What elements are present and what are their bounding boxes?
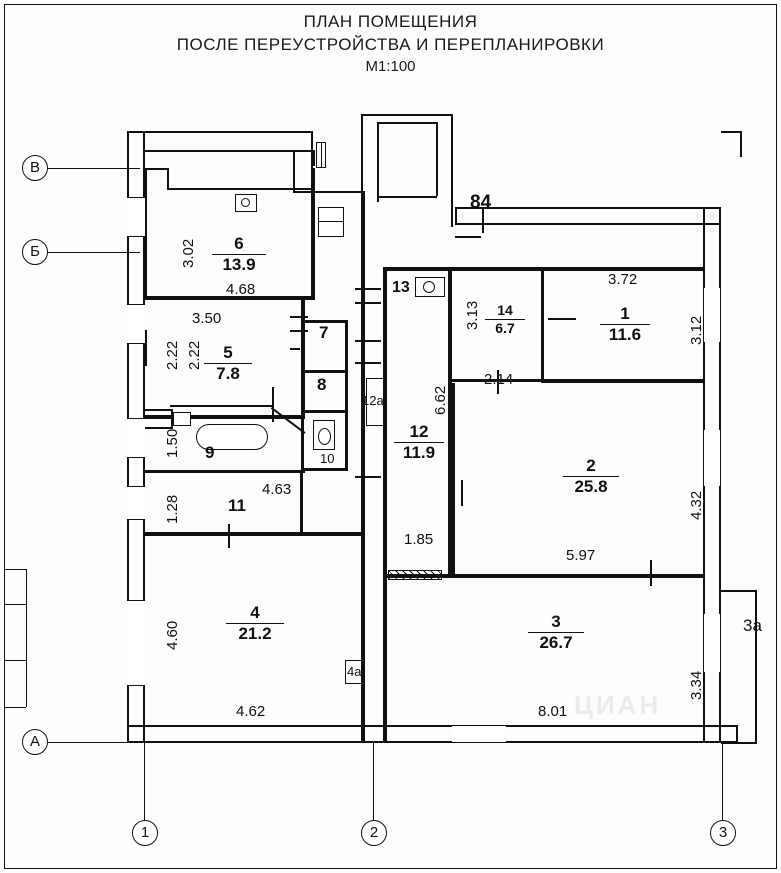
room-14-number: 14 [497,302,513,318]
room-1-area: 11.6 [608,324,642,344]
wall-6-top-inner3 [167,188,315,190]
sheet-border-top [4,4,777,5]
room-tag-9: 9 [205,443,215,462]
room-14-area: 6.7 [495,319,515,336]
window-left-2 [127,304,145,344]
room-tag-13: 13 [392,279,410,296]
axis-line-2 [373,742,374,820]
wall-right-wing-top [383,267,705,271]
dim-4-68: 4.68 [226,281,256,298]
wall-7-8 [301,370,348,373]
wall-6-top-inner [145,168,169,170]
duct-top-1-line [321,142,322,168]
window-right-1 [703,288,721,342]
sheet-border-bottom [4,868,777,869]
dim-3-02: 3.02 [180,238,197,268]
wall-wc-left [301,320,304,470]
wall-9-bottom [145,470,305,473]
margin-vert-stub [26,569,27,707]
outer-wall-top-step-b [145,150,315,152]
outer-wall-top-step-j [377,122,437,124]
dim-3-12: 3.12 [688,315,705,345]
wall-14-right [541,271,544,381]
dim-1-50: 1.50 [164,428,181,458]
outer-wall-top-step-a [127,131,313,133]
window-left-3 [127,418,145,458]
wall-11-right [300,470,303,532]
room-2-number: 2 [586,456,596,475]
door-mark-3 [650,560,652,586]
room-tag-10: 10 [320,451,335,466]
door-mark-15 [455,236,481,238]
room-12-area: 11.9 [402,442,436,462]
dim-3-13: 3.13 [464,300,481,330]
axis-marker-a: А [22,729,48,755]
outer-wall-top-step-k [436,122,438,196]
room-6-number: 6 [234,234,244,253]
axis-marker-2: 2 [361,820,387,846]
door-mark-5 [228,524,230,548]
wall-4-top [145,532,363,536]
wall-6-left-jog [145,168,147,298]
niche-left-2 [145,409,173,411]
door-mark-13 [290,348,300,350]
wall-wc-bottom [301,468,348,471]
plan-scale: М1:100 [365,58,416,75]
margin-stub-2 [4,604,26,605]
wall-9-inner-top [170,405,274,407]
room-3-number: 3 [551,612,561,631]
room-3-area: 26.7 [539,632,573,652]
dim-6-62: 6.62 [432,385,449,415]
axis-line-1 [144,742,145,820]
stove-icon [318,207,344,237]
room-14-label [478,303,532,335]
wall-corridor-right-lower [361,536,365,743]
door-mark-9 [355,362,381,364]
right-bay-bottom [721,742,757,744]
outer-wall-top-step-e [293,191,363,193]
door-mark-6 [355,288,381,290]
balcony-hatch [388,570,442,580]
margin-stub-1 [4,569,26,570]
outer-wall-top-step-h [451,114,453,227]
outer-wall-bottom [127,725,738,743]
window-right-3 [703,614,721,672]
door-mark-10 [355,476,381,478]
outer-wall-top-step-f [361,114,363,193]
top-right-extra [721,131,741,133]
room-4-label [218,604,292,643]
stove-divider [318,221,344,222]
outer-wall-top-step-i [377,122,379,202]
wall-2-left [452,383,455,574]
watermark: ЦИАН [574,690,662,720]
sheet-border-right [776,4,777,869]
room-6-label [204,235,274,274]
outer-wall-top-step-g [361,114,453,116]
door-mark-11 [290,316,308,318]
plan-title-line-1: ПЛАН ПОМЕЩЕНИЯ [303,12,478,31]
room-tag-8: 8 [317,375,327,394]
outer-wall-top-step-l [377,196,437,198]
room-5-number: 5 [223,343,233,362]
dim-3-50: 3.50 [192,310,222,327]
plan-title-block [0,12,781,75]
dim-4-63: 4.63 [262,481,292,498]
dim-3-72: 3.72 [608,271,638,288]
window-left-5 [127,600,145,686]
room-1-number: 1 [620,304,630,323]
dim-4-32: 4.32 [688,490,705,520]
right-bay-top [721,590,757,592]
door-mark-12 [290,330,308,332]
room-12-label [388,423,450,462]
fixture-room-9 [173,412,191,426]
door-mark-1 [461,480,463,506]
room-tag-12a: 12а [362,393,384,408]
room-1-label [594,305,656,344]
door-mark-8 [355,340,381,342]
room-2-area: 25.8 [574,476,608,496]
axis-marker-b: Б [22,239,48,265]
dim-4-60: 4.60 [164,620,181,650]
dim-3-34: 3.34 [688,670,705,700]
dim-5-97: 5.97 [566,547,596,564]
sheet-border-left [4,4,5,869]
dim-4-62: 4.62 [236,703,266,720]
room-tag-7: 7 [319,323,329,342]
room-tag-84: 84 [470,192,492,213]
door-mark-7 [355,302,381,304]
sink-room-13-basin [423,281,435,293]
outer-wall-top-step-m [313,150,315,166]
right-bay-right [755,590,757,744]
outer-wall-top-right [455,207,721,225]
room-4-number: 4 [250,603,260,622]
wall-1-bottom [541,379,705,383]
room-tag-4a: 4а [347,664,362,679]
dim-1-85: 1.85 [404,531,434,548]
wall-right-wing-left [383,267,387,743]
door-mark-4 [548,318,576,320]
room-6-area: 13.9 [222,254,256,274]
wall-2-bottom [452,574,705,578]
axis-marker-1: 1 [132,820,158,846]
margin-stub-4 [4,707,26,708]
room-tag-11: 11 [228,496,246,515]
dim-2-22: 2.22 [164,340,181,370]
window-right-2 [703,430,721,486]
window-bottom-1 [452,725,506,743]
axis-marker-3: 3 [710,820,736,846]
window-left-4 [127,486,145,520]
dim-8-01: 8.01 [538,703,568,720]
dim-1-28: 1.28 [164,494,181,524]
wall-8-10 [301,410,348,413]
room-5-label [196,344,260,383]
room-5-area: 7.8 [216,363,240,383]
wall-6-top-inner2 [167,168,169,190]
right-bay-small-top [740,131,742,157]
axis-line-3 [722,742,723,820]
dim-2-22b: 2.22 [186,340,203,370]
outer-wall-top-step-d [293,150,295,193]
toilet-bowl [318,428,331,445]
fixture-room-6-dot [241,198,250,207]
axis-marker-v: В [22,155,48,181]
plan-title-line-2: ПОСЛЕ ПЕРЕУСТРОЙСТВА И ПЕРЕПЛАНИРОВКИ [176,35,605,54]
room-2-label [556,457,626,496]
room-12-number: 12 [409,422,429,441]
wall-wc-right [345,320,348,470]
dim-2-14: 2.14 [484,371,514,388]
room-tag-3a: 3а [743,616,762,635]
niche-left-1 [145,330,147,366]
margin-stub-3 [4,660,26,661]
room-4-area: 21.2 [238,623,272,643]
room-3-label [520,613,592,652]
window-left-1 [127,197,145,237]
